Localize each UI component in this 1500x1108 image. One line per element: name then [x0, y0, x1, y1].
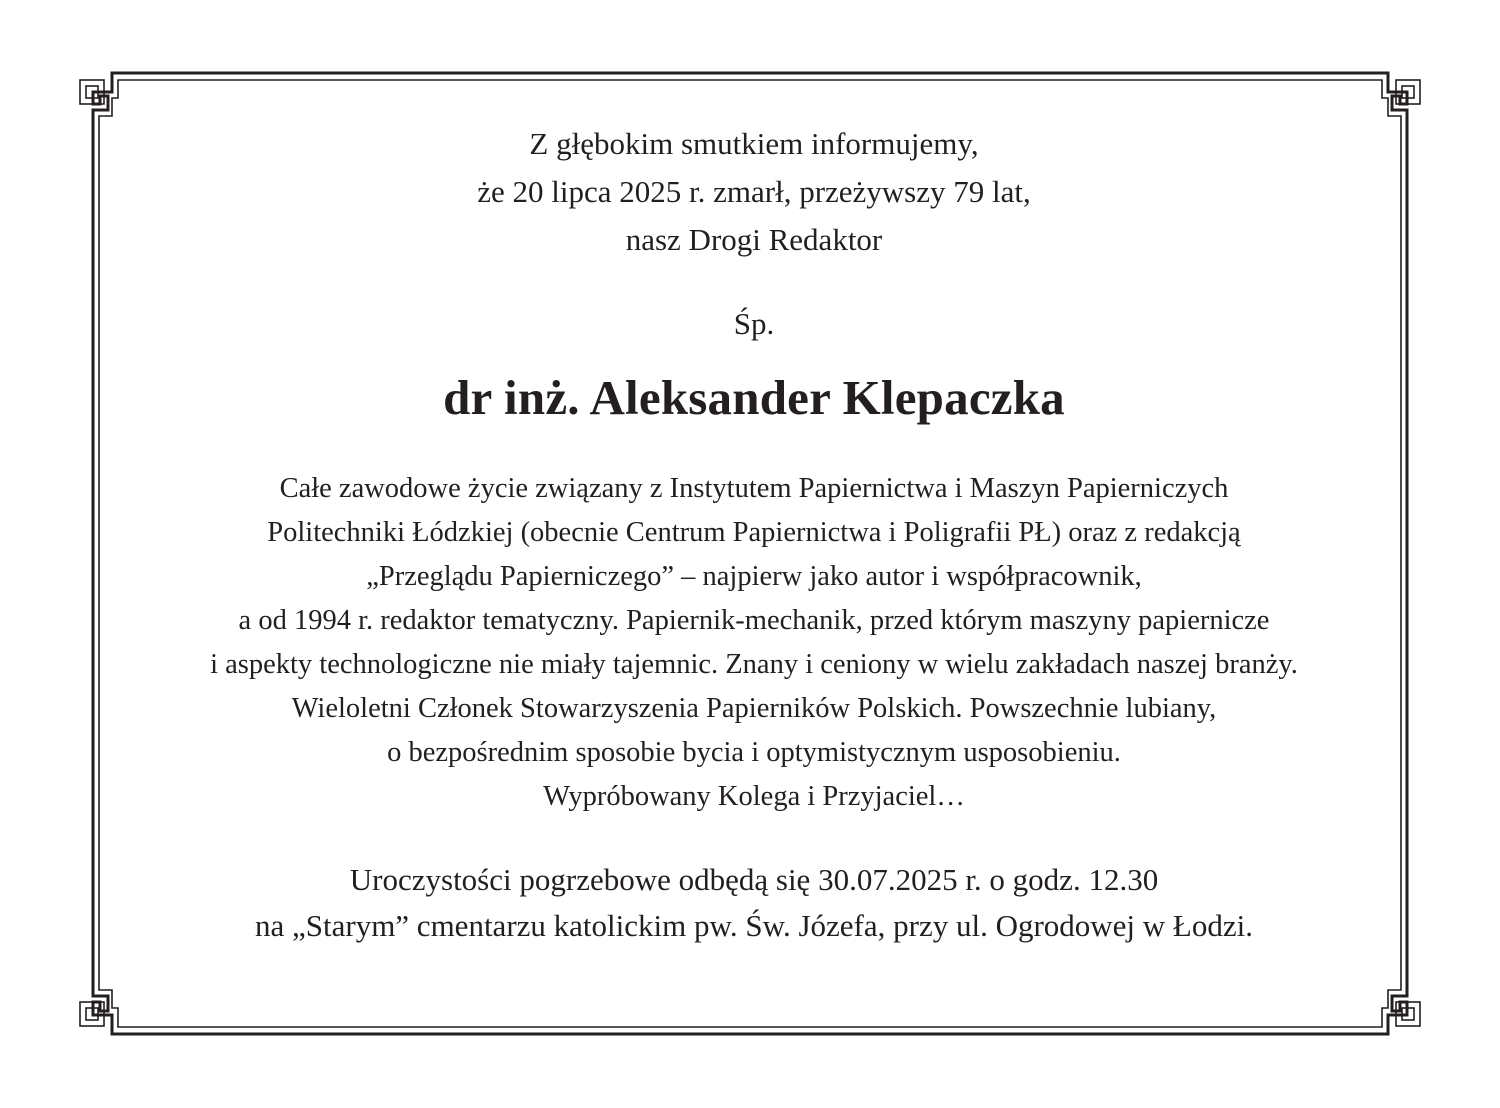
funeral-line: Uroczystości pogrzebowe odbędą się 30.07.2025 r. o godz. 12.30 — [349, 862, 1159, 897]
funeral-info — [84, 857, 1424, 949]
biography-line: Wieloletni Członek Stowarzyszenia Papierników Polskich. Powszechnie lubiany, — [291, 693, 1217, 724]
biography-line: Całe zawodowe życie związany z Instytutem Papiernictwa i Maszyn Papierniczych — [279, 473, 1229, 504]
biography-line: Wypróbowany Kolega i Przyjaciel… — [543, 781, 965, 812]
intro-line: nasz Drogi Redaktor — [625, 222, 883, 257]
honorific: Śp. — [733, 306, 775, 341]
biography-line: a od 1994 r. redaktor tematyczny. Papiernik-mechanik, przed którym maszyny papiernicze — [238, 605, 1270, 636]
deceased-name: dr inż. Aleksander Klepaczka — [443, 370, 1065, 425]
biography-line: „Przeglądu Papierniczego” – najpierw jako autor i współpracownik, — [366, 561, 1142, 592]
funeral-line: na „Starym” cmentarzu katolickim pw. Św. Józefa, przy ul. Ogrodowej w Łodzi. — [254, 908, 1253, 943]
obituary-content — [84, 84, 1424, 949]
intro-paragraph — [84, 120, 1424, 264]
intro-line: Z głębokim smutkiem informujemy, — [529, 126, 979, 161]
biography-line: Politechniki Łódzkiej (obecnie Centrum Papiernictwa i Poligrafii PŁ) oraz z redakcją — [267, 517, 1241, 548]
biography-line: i aspekty technologiczne nie miały tajemnic. Znany i ceniony w wielu zakładach naszej branży. — [210, 649, 1298, 680]
biography-paragraph — [84, 467, 1424, 819]
biography-line: o bezpośrednim sposobie bycia i optymistycznym usposobieniu. — [387, 737, 1121, 768]
intro-line: że 20 lipca 2025 r. zmarł, przeżywszy 79 lat, — [477, 174, 1031, 209]
